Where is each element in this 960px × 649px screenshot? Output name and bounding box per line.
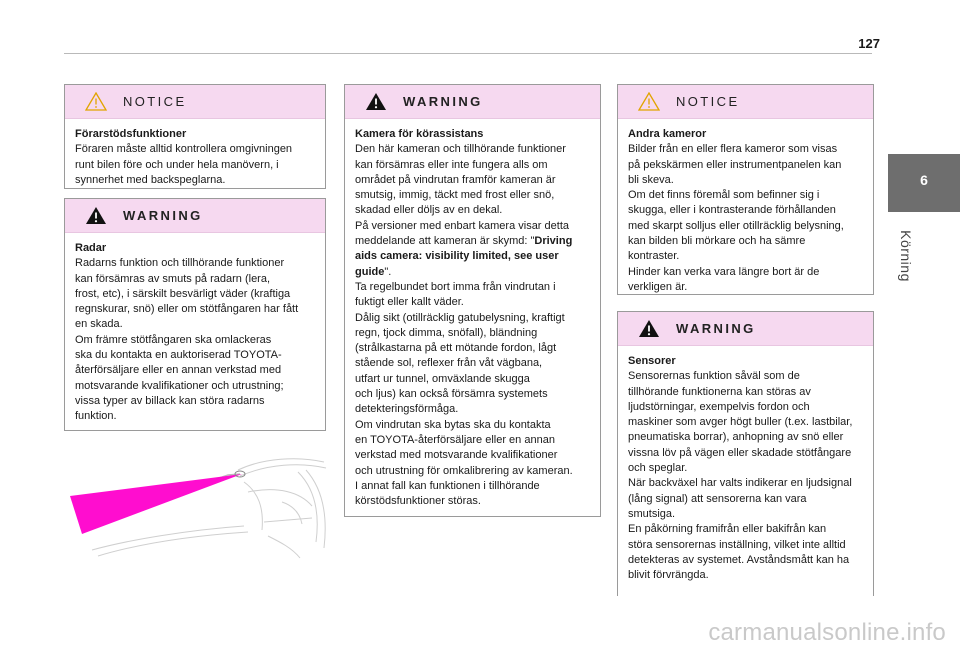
text-line: fuktigt eller kallt väder. (355, 296, 464, 309)
text-line: verkstad med motsvarande kvalifikationer (355, 449, 558, 462)
message-text: aids camera: visibility limited, see user (355, 250, 559, 263)
notice-body (65, 119, 325, 196)
text-line: utfart ur tunnel, omväxlande skugga (355, 372, 530, 385)
warning-box-radar (64, 198, 326, 431)
text-line: Om främre stötfångaren ska omlackeras (75, 333, 272, 346)
text-line: pneumatiska borrar), anhopning av snö eller (628, 431, 844, 444)
text-line: Om vindrutan ska bytas ska du kontakta (355, 418, 551, 431)
notice-body (618, 119, 873, 303)
text-line: och utrustning för omkalibrering av kameran. (355, 464, 573, 477)
text-line: Bilder från en eller flera kameror som visas (628, 143, 838, 156)
text-line: detekteras av systemet. Avståndsmått kan ha (628, 553, 850, 566)
text-line (355, 234, 590, 249)
notice-triangle-icon (638, 92, 660, 111)
text-line: kan bilden bli mörkare och ha sämre (628, 235, 806, 248)
warning-box-sensors (617, 311, 874, 596)
page-number: 127 (858, 36, 880, 51)
text-line: med skarpt solljus eller otillräcklig belysning, (628, 219, 844, 232)
text-line (355, 249, 590, 264)
text-line: körstödsfunktioner störas. (355, 495, 481, 508)
text-line: maskiner som avger högt buller (t.ex. lastbilar, (628, 416, 853, 429)
warning-header (65, 199, 325, 233)
text-line: området på vindrutan framför kameran är (355, 173, 556, 186)
text-line: detekteringsförmåga. (355, 403, 459, 416)
warning-heading: WARNING (676, 321, 756, 336)
chapter-tab[interactable] (888, 154, 960, 212)
text-line: (lång signal) att sensorerna kan vara (628, 492, 807, 505)
notice-box-driver-assist (64, 84, 326, 189)
warning-body (618, 346, 873, 591)
text-line: tillhörande funktionerna kan störas av (628, 385, 811, 398)
camera-beam (70, 474, 242, 534)
text-line: en TOYOTA-återförsäljare eller en annan (355, 433, 555, 446)
text-line: Om det finns föremål som befinner sig i (628, 189, 820, 202)
chapter-label: Körning (898, 230, 914, 282)
notice-subtitle: Andra kameror (628, 128, 707, 140)
text-line: vissa typer av billack kan störa radarns (75, 394, 265, 407)
text-line: skugga, eller i kontrasterande förhållanden (628, 204, 836, 217)
text-line: I annat fall kan funktionen i tillhörande (355, 479, 540, 492)
camera-beam-illustration (68, 452, 328, 560)
text-line: smutsig, immig, täckt med frost eller snö, (355, 189, 555, 202)
text-line: stående sol, reflexer från våt vägbana, (355, 357, 543, 370)
text-line (355, 265, 590, 280)
text-line: blivit förvrängda. (628, 569, 709, 582)
text-line: och ljus) kan också försämra systemets (355, 388, 548, 401)
watermark: carmanualsonline.info (708, 619, 946, 646)
warning-subtitle: Kamera för körassistans (355, 128, 484, 140)
warning-subtitle: Radar (75, 242, 107, 254)
notice-subtitle: Förarstödsfunktioner (75, 128, 187, 140)
text-line: motsvarande kvalifikationer och utrustning; (75, 379, 284, 392)
text-line: Sensorernas funktion såväl som de (628, 370, 800, 383)
notice-heading: NOTICE (676, 94, 740, 109)
text-line: frost, etc), i särskilt besvärligt väder (kraftiga (75, 287, 291, 300)
notice-heading: NOTICE (123, 94, 187, 109)
warning-heading: WARNING (123, 208, 203, 223)
text-line: bli skeva. (628, 173, 674, 186)
warning-triangle-icon (638, 319, 660, 338)
text-line: smutsiga. (628, 507, 676, 520)
text-line: På versioner med enbart kamera visar detta (355, 219, 569, 232)
text-line: runt bilen före och under hela manövern, i (75, 158, 279, 171)
text-line: störa sensorernas inställning, vilket inte alltid (628, 538, 846, 551)
text-line: verkligen är. (628, 280, 688, 293)
text-line: kan försämras av smuts på radarn (lera, (75, 272, 271, 285)
text-line: skadad eller döljs av en dekal. (355, 204, 503, 217)
text-line: När backväxel har valts indikerar en ljudsignal (628, 477, 852, 490)
text-line: Ta regelbundet bort imma från vindrutan i (355, 280, 556, 293)
text-line: Föraren måste alltid kontrollera omgivningen (75, 143, 293, 156)
text-line: kontraster. (628, 250, 680, 263)
text-line: återförsäljare eller en annan verkstad med (75, 364, 282, 377)
text-span: ". (384, 265, 392, 278)
text-span: meddelande att kameran är skymd: " (355, 235, 535, 248)
warning-triangle-icon (85, 206, 107, 225)
text-line: regnskurar, snö) eller om stötfångaren har fått (75, 303, 299, 316)
message-text: guide (355, 265, 385, 278)
text-line: på pekskärmen eller instrumentpanelen kan (628, 158, 842, 171)
notice-box-other-cameras (617, 84, 874, 295)
text-line: Hinder kan verka vara längre bort är de (628, 265, 820, 278)
message-text: Driving (534, 235, 573, 248)
text-line: Radarns funktion och tillhörande funktioner (75, 257, 285, 270)
warning-header (618, 312, 873, 346)
text-line: Dålig sikt (otillräcklig gatubelysning, kraftigt (355, 311, 565, 324)
text-line: och speglar. (628, 462, 688, 475)
text-line: vissna löv på vägen eller skadade stötfångare (628, 446, 852, 459)
header-rule (64, 53, 872, 54)
notice-header (65, 85, 325, 119)
text-line: funktion. (75, 410, 117, 423)
text-line: en skada. (75, 318, 123, 331)
warning-heading: WARNING (403, 94, 483, 109)
notice-triangle-icon (85, 92, 107, 111)
text-line: synnerhet med backspeglarna. (75, 173, 226, 186)
warning-body (65, 233, 325, 433)
text-line: kan försämras eller inte fungera alls om (355, 158, 548, 171)
text-line: En påkörning framifrån eller bakifrån kan (628, 523, 827, 536)
text-line: regn, tjock dimma, snöfall), bländning (355, 326, 538, 339)
warning-subtitle: Sensorer (628, 355, 676, 367)
warning-triangle-icon (365, 92, 387, 111)
warning-header (345, 85, 600, 119)
text-line: Den här kameran och tillhörande funktioner (355, 143, 566, 156)
warning-body (345, 119, 600, 517)
text-line: ska du kontakta en auktoriserad TOYOTA- (75, 349, 282, 362)
chapter-number: 6 (920, 172, 928, 188)
text-line: (strålkastarna på ett mötande fordon, lågt (355, 342, 557, 355)
text-line: ljudstörningar, exempelvis fordon och (628, 400, 810, 413)
notice-header (618, 85, 873, 119)
warning-box-camera (344, 84, 601, 517)
